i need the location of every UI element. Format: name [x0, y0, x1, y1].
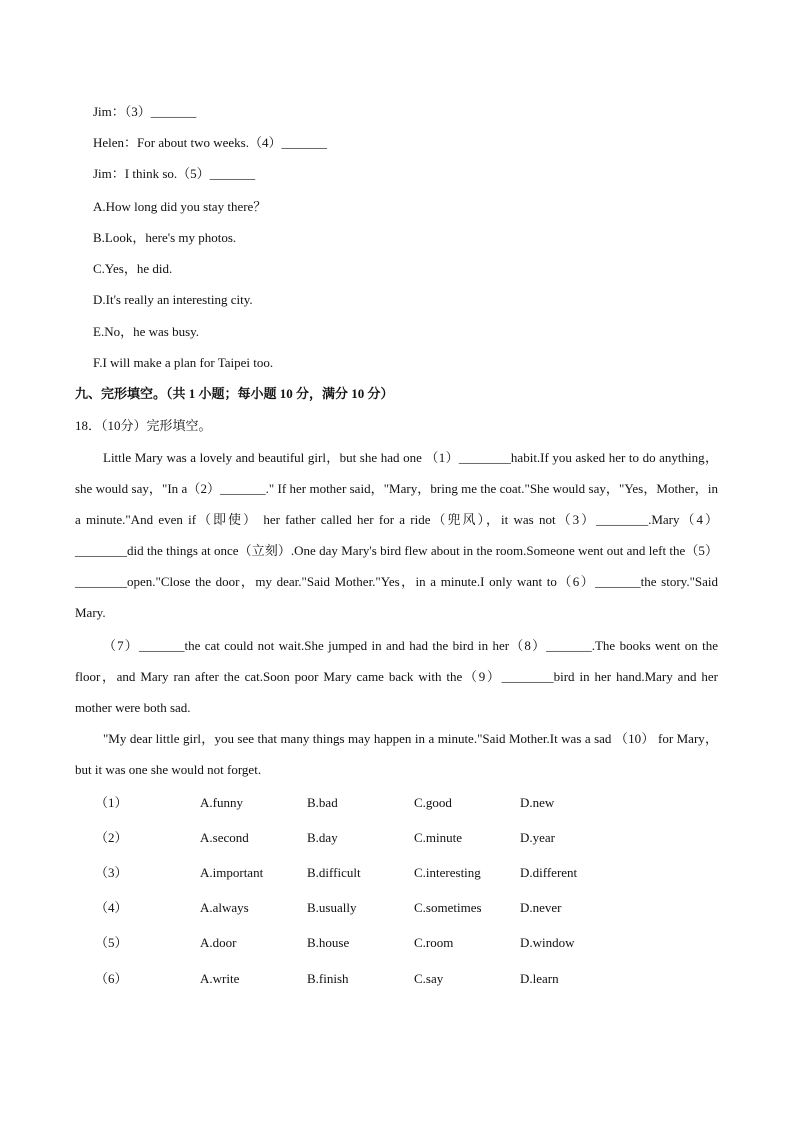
option-d: D.new: [520, 795, 555, 810]
choice-e: E.No，he was busy.: [93, 324, 200, 339]
passage-paragraph-1: [75, 442, 718, 628]
option-d: D.window: [520, 935, 575, 950]
option-row-4: [0, 898, 794, 918]
option-number: （1）: [95, 795, 128, 810]
option-number: （5）: [95, 935, 128, 950]
option-c: C.sometimes: [414, 900, 482, 915]
choice-b: B.Look，here's my photos.: [93, 230, 237, 245]
option-number: （3）: [95, 865, 128, 880]
option-number: （4）: [95, 900, 128, 915]
option-a: A.important: [200, 865, 264, 880]
choice-d: D.It's really an interesting city.: [93, 292, 253, 307]
option-number: （6）: [95, 971, 128, 986]
passage-paragraph-3: [75, 723, 718, 785]
option-number: （2）: [95, 830, 128, 845]
option-a: A.second: [200, 830, 249, 845]
option-b: B.difficult: [307, 865, 361, 880]
option-c: C.room: [414, 935, 454, 950]
option-b: B.house: [307, 935, 350, 950]
choice-c: C.Yes，he did.: [93, 261, 173, 276]
passage-paragraph-3-text: "My dear little girl，you see that many things may happen in a minute."Said Mother.It was a sad （10） for Mary，but it was one she would not forget.: [75, 731, 719, 777]
option-row-2: [0, 828, 794, 848]
option-b: B.usually: [307, 900, 357, 915]
option-b: B.day: [307, 830, 338, 845]
option-a: A.funny: [200, 795, 243, 810]
option-row-5: [0, 933, 794, 953]
option-d: D.never: [520, 900, 562, 915]
option-c: C.say: [414, 971, 444, 986]
option-d: D.different: [520, 865, 578, 880]
option-b: B.bad: [307, 795, 338, 810]
option-b: B.finish: [307, 971, 349, 986]
dialogue-line-helen-4: Helen：For about two weeks.（4）_______: [93, 135, 327, 150]
passage-paragraph-2: [75, 630, 718, 723]
dialogue-line-jim-5: Jim：I think so.（5）_______: [93, 166, 256, 181]
option-c: C.good: [414, 795, 452, 810]
choice-f: F.I will make a plan for Taipei too.: [93, 355, 274, 370]
option-c: C.minute: [414, 830, 463, 845]
option-row-1: [0, 793, 794, 813]
option-d: D.year: [520, 830, 556, 845]
question-title: 18．（10分）完形填空。: [75, 418, 212, 433]
option-a: A.always: [200, 900, 249, 915]
passage-paragraph-1-text: Little Mary was a lovely and beautiful girl，but she had one （1）________habit.If you asked her to do anything，she would say，"In a（2）_______." If her mother said，"Mary，bring me the coat."She would say，"Yes，Mother，in a minute."And even if（即使） her father called her for a ride（兜风），it was not（3）________.Mary（4）________did the things at once（立刻）.One day Mary's bird flew about in the room.Someone went out and left the（5）________open."Close the door，my dear."Said Mother."Yes，in a minute.I only want to（6）_______the story."Said Mary.: [75, 450, 718, 620]
choice-a: A.How long did you stay there？: [93, 199, 267, 214]
section-title: 九、完形填空。（共 1 小题；每小题 10 分，满分 10 分）: [75, 386, 394, 401]
option-a: A.write: [200, 971, 240, 986]
option-d: D.learn: [520, 971, 559, 986]
option-a: A.door: [200, 935, 237, 950]
passage-paragraph-2-text: （7）_______the cat could not wait.She jumped in and had the bird in her（8）_______.The books went on the floor，and Mary ran after the cat.Soon poor Mary came back with the（9）________bird in her hand.Mary and her mother were both sad.: [75, 638, 718, 715]
option-row-3: [0, 863, 794, 883]
dialogue-line-jim-3: Jim：（3）_______: [93, 104, 197, 119]
option-c: C.interesting: [414, 865, 481, 880]
option-row-6: [0, 969, 794, 989]
